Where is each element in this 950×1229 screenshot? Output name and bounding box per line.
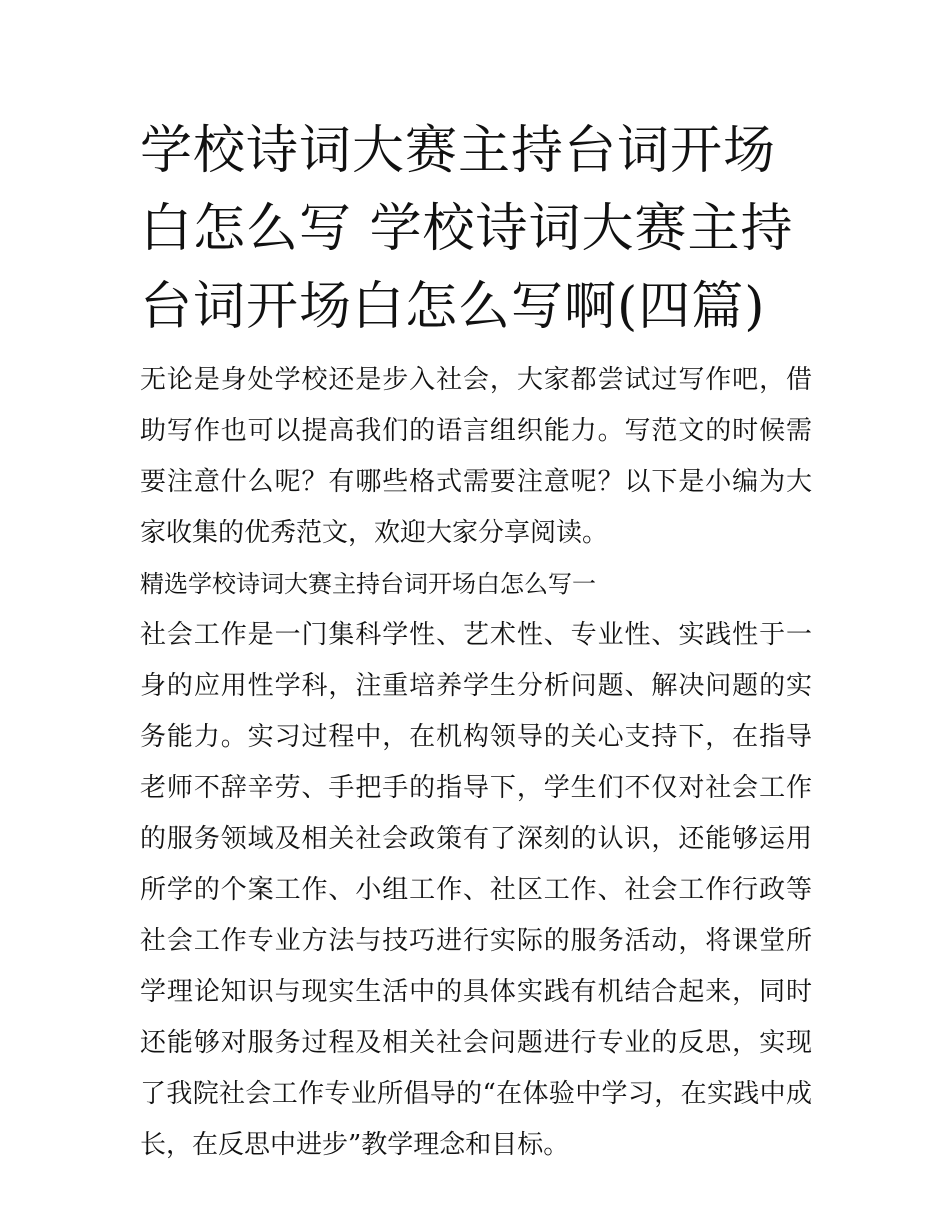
document-body xyxy=(140,355,812,1171)
document-title: 学校诗词大赛主持台词开场白怎么写 学校诗词大赛主持台词开场白怎么写啊(四篇) xyxy=(140,121,794,337)
section-paragraph: 社会工作是一门集科学性、艺术性、专业性、实践性于一身的应用性学科，注重培养学生分析问题、解决问题的实务能力。实习过程中，在机构领导的关心支持下，在指导老师不辞辛劳、手把手的指导下，学生们不仅对社会工作的服务领域及相关社会政策有了深刻的认识，还能够运用所学的个案工作、小组工作、社区工作、社会工作行政等社会工作专业方法与技巧进行实际的服务活动，将课堂所学理论知识与现实生活中的具体实践有机结合起来，同时还能够对服务过程及相关社会问题进行专业的反思，实现了我院社会工作专业所倡导的“在体验中学习，在实践中成长，在反思中进步”教学理念和目标。 xyxy=(140,620,812,1160)
intro-paragraph: 无论是身处学校还是步入社会，大家都尝试过写作吧，借助写作也可以提高我们的语言组织能力。写范文的时候需要注意什么呢？有哪些格式需要注意呢？以下是小编为大家收集的优秀范文，欢迎大家分享阅读。 xyxy=(140,365,812,548)
section-heading: 精选学校诗词大赛主持台词开场白怎么写一 xyxy=(140,570,596,598)
